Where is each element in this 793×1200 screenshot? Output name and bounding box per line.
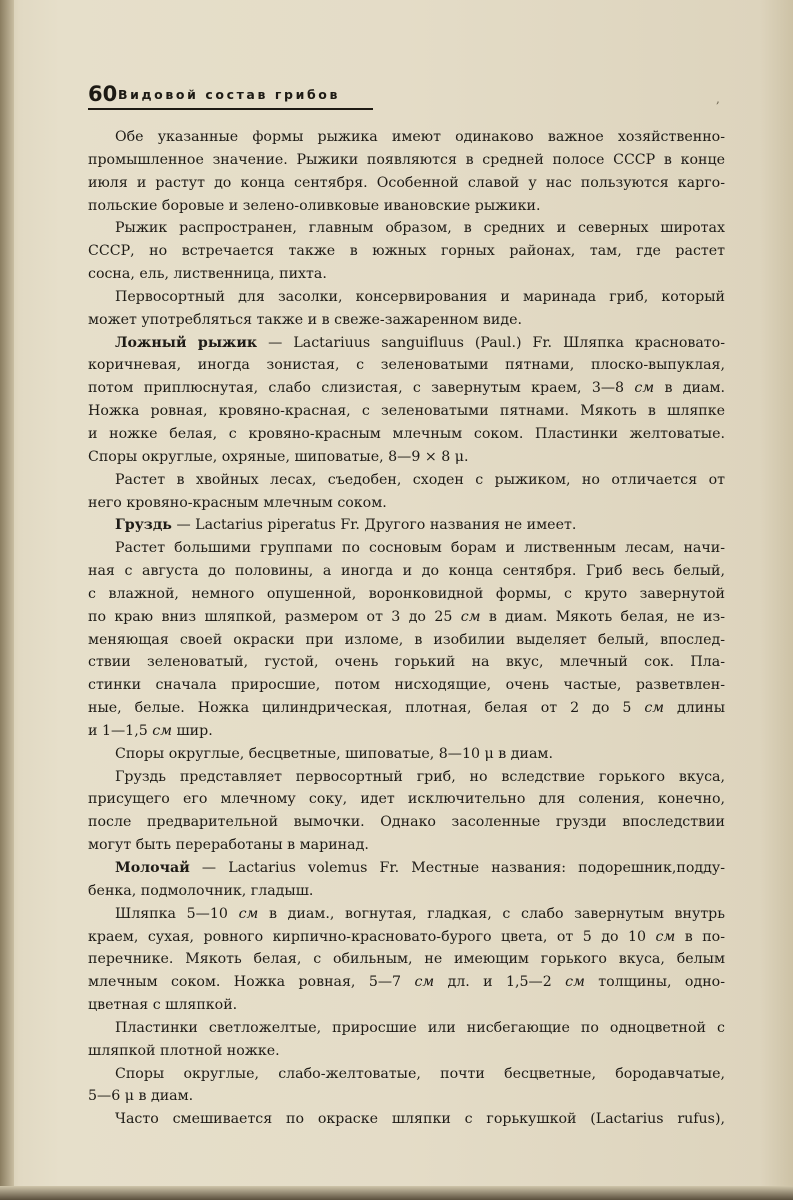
page-header: [88, 84, 373, 110]
text-line: стинки сначала приросшие, потом нисходящие, очень частые, разветвлен-: [88, 677, 725, 694]
text-line: бенка, подмолочник, гладыш.: [88, 882, 314, 899]
page-number: 60: [88, 82, 118, 106]
text-line: и ножке белая, с кровяно-красным млечным соком. Пластинки желтоватые.: [88, 425, 725, 442]
text-line: сосна, ель, лиственница, пихта.: [88, 266, 327, 283]
text-line: ные, белые. Ножка цилиндрическая, плотная, белая от 2 до 5 см длины: [88, 700, 725, 717]
text-line: Споры округлые, охряные, шиповатые, 8—9 × 8 μ.: [88, 448, 469, 465]
text-line: Первосортный для засолки, консервирования и маринада гриб, который: [115, 288, 725, 305]
text-line: цветная с шляпкой.: [88, 997, 238, 1014]
text-line: Ложный рыжик — Lactariuus sanguifluus (Paul.) Fr. Шляпка красновато-: [115, 334, 725, 351]
text-line: и 1—1,5 см шир.: [88, 722, 213, 739]
text-line: присущего его млечному соку, идет исключительно для соления, конечно,: [88, 791, 725, 808]
species-name: Ложный рыжик: [115, 334, 258, 351]
text-line: Молочай — Lactarius volemus Fr. Местные названия: подорешник,подду-: [115, 860, 725, 876]
corner-mark: ,: [716, 92, 720, 106]
text-line: Споры округлые, бесцветные, шиповатые, 8—10 μ в диам.: [115, 745, 553, 762]
running-title: Видовой состав грибов: [118, 87, 340, 102]
text-line: с влажной, немного опушенной, воронковидной формы, с круто завернутой: [88, 585, 725, 602]
text-line: польские боровые и зелено-оливковые ивановские рыжики.: [88, 197, 541, 214]
text-line: промышленное значение. Рыжики появляются в средней полосе СССР в конце: [88, 151, 725, 168]
text-line: ствии зеленоватый, густой, очень горький на вкус, млечный сок. Пла-: [88, 654, 725, 671]
text-line: Растет большими группами по сосновым борам и лиственным лесам, начи-: [115, 540, 725, 557]
text-line: краем, сухая, ровного кирпично-красновато-бурого цвета, от 5 до 10 см в по-: [88, 928, 725, 945]
text-line: него кровяно-красным млечным соком.: [88, 494, 387, 511]
text-line: по краю вниз шляпкой, размером от 3 до 25 см в диам. Мякоть белая, не из-: [88, 608, 725, 625]
text-line: Споры округлые, слабо-желтоватые, почти бесцветные, бородавчатые,: [115, 1065, 725, 1082]
species-name: Груздь: [115, 517, 172, 534]
text-line: Растет в хвойных лесах, съедобен, сходен с рыжиком, но отличается от: [115, 471, 725, 488]
text-line: Рыжик распространен, главным образом, в средних и северных широтах: [115, 220, 725, 237]
body-text: [88, 126, 725, 1131]
species-name: Молочай: [115, 860, 190, 876]
text-line: потом приплюснутая, слабо слизистая, с завернутым краем, 3—8 см в диам.: [88, 380, 725, 397]
text-line: Груздь представляет первосортный гриб, но вследствие горького вкуса,: [115, 768, 725, 785]
text-line: 5—6 μ в диам.: [88, 1088, 194, 1105]
text-line: Шляпка 5—10 см в диам., вогнутая, гладкая, с слабо завернутым внутрь: [115, 905, 725, 922]
text-line: Часто смешивается по окраске шляпки с горькушкой (Lactarius rufus),: [115, 1111, 725, 1128]
text-line: Груздь — Lactarius piperatus Fr. Другого названия не имеет.: [115, 517, 577, 534]
text-line: ная с августа до половины, а иногда и до конца сентября. Гриб весь белый,: [88, 563, 725, 580]
text-line: июля и растут до конца сентября. Особенной славой у нас пользуются карго-: [88, 174, 725, 191]
text-line: Ножка ровная, кровяно-красная, с зеленоватыми пятнами. Мякоть в шляпке: [88, 403, 725, 420]
text-line: могут быть переработаны в маринад.: [88, 837, 369, 854]
text-line: СССР, но встречается также в южных горных районах, там, где растет: [88, 243, 725, 260]
text-line: шляпкой плотной ножке.: [88, 1042, 280, 1059]
text-line: коричневая, иногда зонистая, с зеленоватыми пятнами, плоско-выпуклая,: [88, 357, 725, 374]
text-line: после предварительной вымочки. Однако засоленные грузди впоследствии: [88, 814, 725, 831]
text-line: млечным соком. Ножка ровная, 5—7 см дл. и 1,5—2 см толщины, одно-: [88, 974, 725, 991]
text-line: Пластинки светложелтые, приросшие или нисбегающие по одноцветной с: [115, 1019, 725, 1036]
text-line: может употребляться также и в свеже-зажаренном виде.: [88, 311, 522, 328]
text-line: Обе указанные формы рыжика имеют одинаково важное хозяйственно-: [115, 129, 725, 145]
text-line: перечнике. Мякоть белая, с обильным, не имеющим горького вкуса, белым: [88, 951, 725, 968]
book-spine: [0, 0, 14, 1200]
text-line: меняющая своей окраски при изломе, в изобилии выделяет белый, впослед-: [88, 631, 725, 648]
page-bottom-edge: [0, 1186, 793, 1200]
